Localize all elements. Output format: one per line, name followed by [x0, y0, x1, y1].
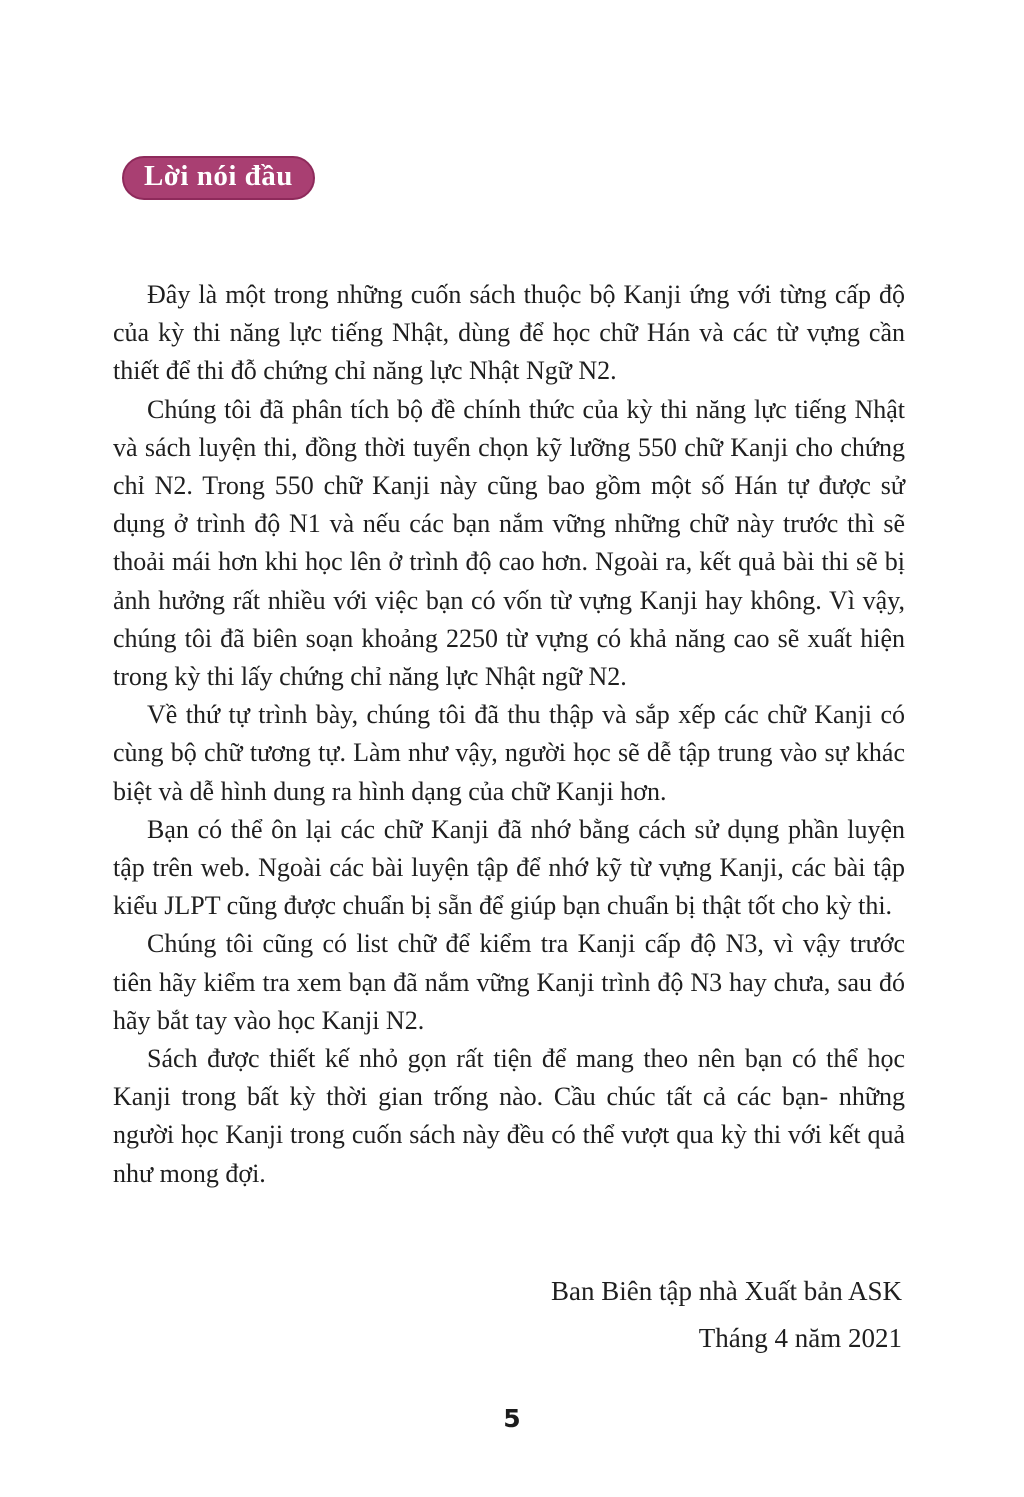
- paragraph-ordering: Về thứ tự trình bày, chúng tôi đã thu thập và sắp xếp các chữ Kanji có cùng bộ chữ tương tự. Làm như vậy, người học sẽ dễ tập trung vào sự khác biệt và dễ hình dung ra hình dạng của chữ Kanji hơn.: [113, 700, 905, 806]
- foreword-body: [113, 276, 905, 1193]
- signature-block: [551, 1268, 902, 1362]
- paragraph-wishes: Sách được thiết kế nhỏ gọn rất tiện để mang theo nên bạn có thể học Kanji trong bất kỳ thời gian trống nào. Cầu chúc tất cả các bạn- những người học Kanji trong cuốn sách này đều có thể vượt qua kỳ thi với kết quả như mong đợi.: [113, 1044, 905, 1188]
- page-number: 5: [503, 1404, 521, 1433]
- section-badge-label: Lời nói đầu: [144, 160, 293, 192]
- signature-date: Tháng 4 năm 2021: [698, 1323, 902, 1353]
- paragraph-web-practice: Bạn có thể ôn lại các chữ Kanji đã nhớ bằng cách sử dụng phần luyện tập trên web. Ngoài các bài luyện tập để nhớ kỹ từ vựng Kanji, các bài tập kiểu JLPT cũng được chuẩn bị sẵn để giúp bạn chuẩn bị thật tốt cho kỳ thi.: [113, 814, 905, 921]
- paragraph-n3-checklist: Chúng tôi cũng có list chữ để kiểm tra Kanji cấp độ N3, vì vậy trước tiên hãy kiểm tra xem bạn đã nắm vững Kanji trình độ N3 hay chưa, sau đó hãy bắt tay vào học Kanji N2.: [113, 929, 905, 1035]
- section-badge: [122, 156, 315, 200]
- paragraph-intro: Đây là một trong những cuốn sách thuộc bộ Kanji ứng với từng cấp độ của kỳ thi năng lực tiếng Nhật, dùng để học chữ Hán và các từ vựng cần thiết để thi đỗ chứng chỉ năng lực Nhật Ngữ N2.: [113, 280, 905, 386]
- signature-author: Ban Biên tập nhà Xuất bản ASK: [551, 1276, 902, 1306]
- paragraph-analysis: Chúng tôi đã phân tích bộ đề chính thức của kỳ thi năng lực tiếng Nhật và sách luyện thi, đồng thời tuyển chọn kỹ lưỡng 550 chữ Kanji cho chứng chỉ N2. Trong 550 chữ Kanji này cũng bao gồm một số Hán tự được sử dụng ở trình độ N1 và nếu các bạn nắm vững những chữ này trước thì sẽ thoải mái hơn khi học lên ở trình độ cao hơn. Ngoài ra, kết quả bài thi sẽ bị ảnh hưởng rất nhiều với việc bạn có vốn từ vựng Kanji hay không. Vì vậy, chúng tôi đã biên soạn khoảng 2250 từ vựng có khả năng cao sẽ xuất hiện trong kỳ thi lấy chứng chỉ năng lực Nhật ngữ N2.: [113, 394, 905, 692]
